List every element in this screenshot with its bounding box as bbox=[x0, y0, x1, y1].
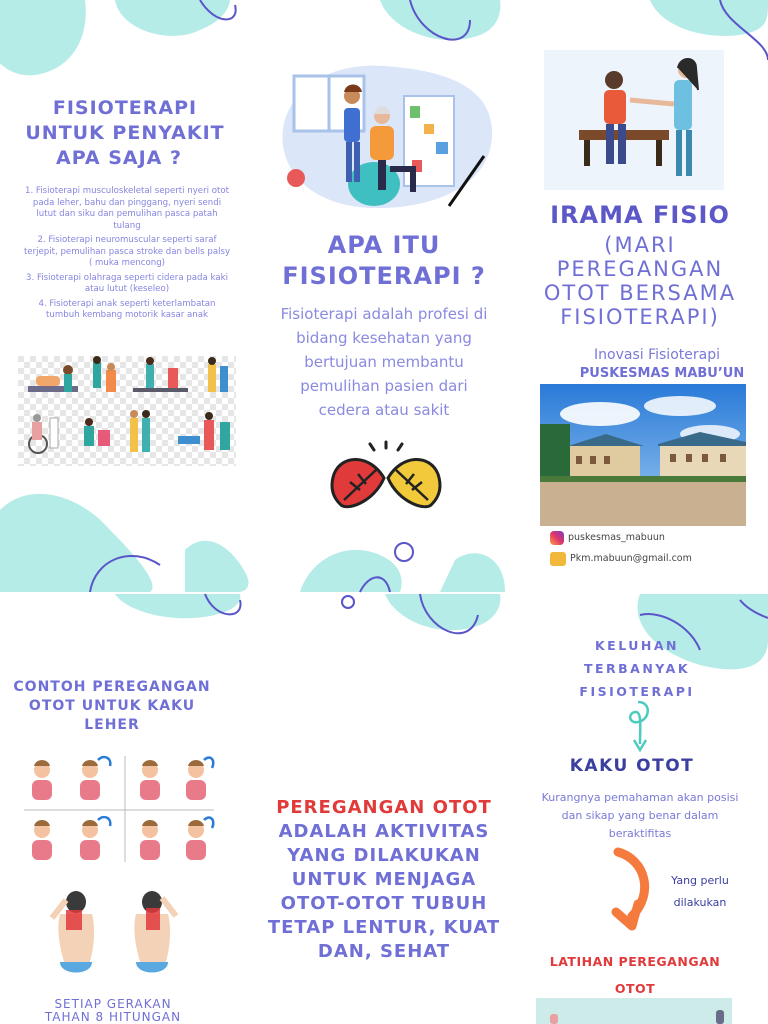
therapy-grid-illustration bbox=[18, 356, 236, 466]
email-icon bbox=[550, 552, 566, 566]
kaku-otot-desc: Kurangnya pemahaman akan posisi dan sikap yang benar dalam beraktifitas bbox=[541, 791, 739, 840]
penyakit-list bbox=[22, 186, 232, 325]
kaku-otot-title: KAKU OTOT bbox=[569, 756, 695, 776]
irama-fisio-subtitle: (MARI PEREGANGAN OTOT BERSAMA FISIOTERAPI) bbox=[543, 233, 737, 329]
panel2-body: Fisioterapi adalah profesi di bidang kesehatan yang bertujuan membantu pemulihan pasien dari cedera atau sakit bbox=[280, 305, 488, 419]
panel5-text: PEREGANGAN OTOT ADALAH AKTIVITAS YANG DILAKUKAN UNTUK MENJAGA OTOT-OTOT TUBUH TETAP LENTUR, KUAT DAN, SEHAT bbox=[267, 797, 501, 962]
panel4-footer: SETIAP GERAKAN TAHAN 8 HITUNGAN bbox=[44, 997, 182, 1024]
exercise-image-strip bbox=[536, 998, 732, 1024]
physio-treatment-illustration bbox=[544, 50, 724, 190]
panel2-heading: APA ITU FISIOTERAPI ? bbox=[282, 231, 486, 290]
list-item: 1. Fisioterapi musculoskeletal seperti nyeri otot pada leher, bahu dan pinggang, nyeri sendi lutut dan siku dan pemulihan pasca patah tulang bbox=[24, 186, 230, 231]
physio-room-illustration bbox=[274, 56, 514, 216]
leaf-logo-icon bbox=[326, 440, 446, 520]
panel1-heading: FISIOTERAPI UNTUK PENYAKIT APA SAJA ? bbox=[25, 97, 225, 169]
list-item: 4. Fisioterapi anak seperti keterlambatan tumbuh kembang motorik kasar anak bbox=[38, 298, 216, 320]
panel-apa-itu-fisioterapi bbox=[256, 0, 512, 592]
email-row[interactable] bbox=[550, 552, 750, 568]
inovasi-label: Inovasi Fisioterapi bbox=[594, 347, 720, 363]
puskesmas-name: PUSKESMAS MABU’UN bbox=[579, 366, 745, 381]
yang-perlu-label: Yang perlu dilakukan bbox=[671, 874, 729, 909]
panel-keluhan-terbanyak bbox=[512, 592, 768, 1024]
instagram-handle: puskesmas_mabuun bbox=[568, 532, 665, 543]
irama-fisio-title: IRAMA FISIO bbox=[550, 201, 730, 229]
curly-arrow-down-icon bbox=[618, 700, 658, 754]
back-neck-stretch-illustration bbox=[46, 890, 196, 976]
panel4-heading: CONTOH PEREGANGAN OTOT UNTUK KAKU LEHER bbox=[13, 679, 211, 733]
panel-fisioterapi-untuk-penyakit bbox=[0, 0, 256, 592]
list-item: 3. Fisioterapi olahraga seperti cidera pada kaki atau lutut (keseleo) bbox=[26, 272, 228, 294]
email-address: Pkm.mabuun@gmail.com bbox=[570, 553, 692, 564]
instagram-icon bbox=[550, 531, 564, 545]
orange-curved-arrow-icon bbox=[588, 846, 658, 936]
panel-irama-fisio bbox=[512, 0, 768, 592]
puskesmas-building-photo bbox=[540, 384, 746, 526]
list-item: 2. Fisioterapi neuromuscular seperti saraf terjepit, pemulihan pasca stroke dan bells palsy ( muka mencong) bbox=[23, 235, 231, 268]
neck-stretch-illustration bbox=[20, 750, 218, 868]
latihan-peregangan-title: LATIHAN PEREGANGAN OTOT bbox=[549, 954, 721, 996]
panel-peregangan-otot bbox=[256, 592, 512, 1024]
panel-contoh-peregangan bbox=[0, 592, 256, 1024]
instagram-row[interactable] bbox=[550, 531, 750, 547]
panel6-heading: KELUHAN TERBANYAK FISIOTERAPI bbox=[579, 638, 695, 699]
